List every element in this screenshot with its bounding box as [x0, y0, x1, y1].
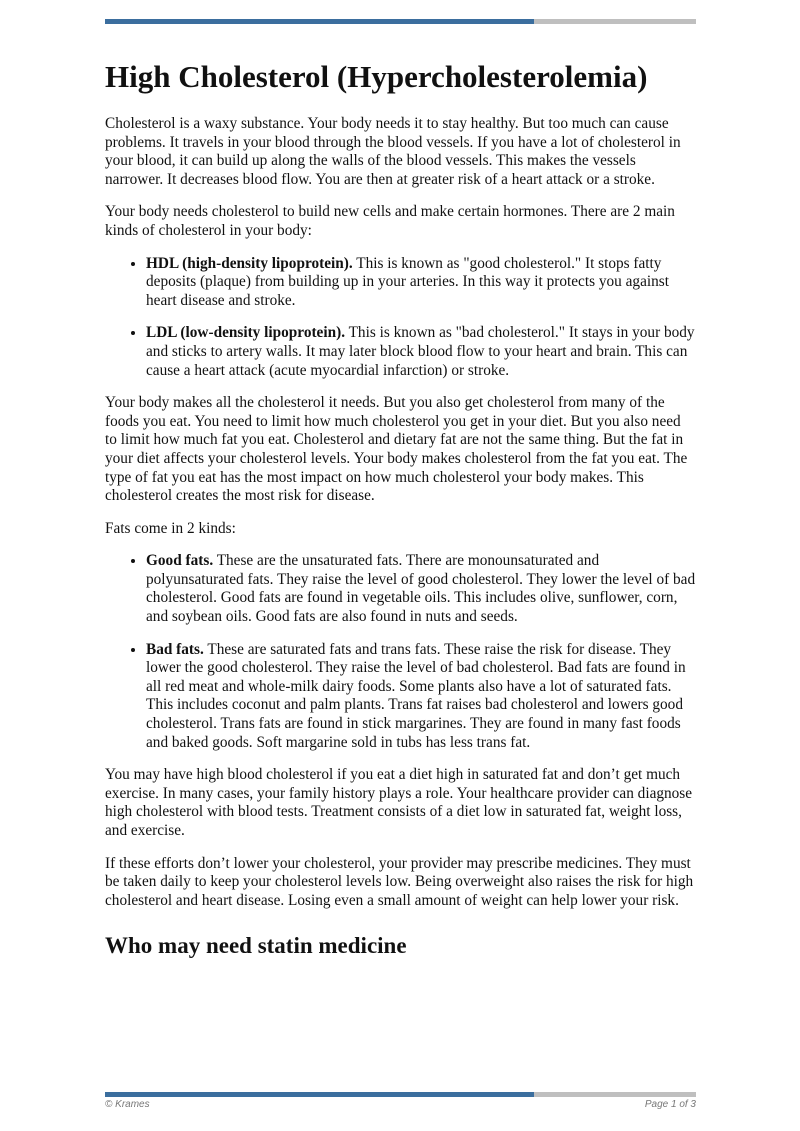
intro-paragraph-2: Your body needs cholesterol to build new cells and make certain hormones. There are 2 main kinds of cholesterol in your body: — [105, 203, 675, 239]
list-item-hdl — [146, 255, 696, 311]
footer-copyright: © Krames — [105, 1099, 150, 1110]
section-heading-statins: Who may need statin medicine — [105, 933, 407, 959]
top-accent-bar — [105, 19, 696, 24]
bottom-accent-bar-gray — [534, 1092, 696, 1097]
body-paragraph-medicines: If these efforts don’t lower your cholesterol, your provider may prescribe medicines. They must be taken daily to keep your cholesterol levels low. Being overweight also raises the risk for high cholesterol and heart disease. Losing even a small amount of weight can help lower your risk. — [105, 854, 694, 909]
list-item-term: LDL (low-density lipoprotein). — [146, 324, 346, 342]
intro-paragraph-1: Cholesterol is a waxy substance. Your body needs it to stay healthy. But too much can cause problems. It travels in your blood through the blood vessels. If you have a lot of cholesterol in your blood, it can build up along the walls of the blood vessels. This makes the vessels narrower. It decreases blood flow. You are then at greater risk of a heart attack or a stroke. — [105, 115, 681, 188]
list-item-text: This is known as "good cholesterol." It stops fatty deposits (plaque) from building up in your arteries. In this way it protects you against heart disease and stroke. — [146, 254, 669, 309]
body-paragraph-diagnosis: You may have high blood cholesterol if you eat a diet high in saturated fat and don’t get much exercise. In many cases, your family history plays a role. Your healthcare provider can diagnose high cholesterol with blood tests. Treatment consists of a diet low in saturated fat, weight loss, and exercise. — [105, 766, 693, 839]
list-item-ldl — [146, 324, 696, 380]
page-title: High Cholesterol (Hypercholesterolemia) — [105, 59, 648, 94]
top-accent-bar-blue — [105, 19, 534, 24]
document-body — [105, 58, 696, 960]
body-paragraph-fats-intro: Fats come in 2 kinds: — [105, 519, 236, 537]
bottom-accent-bar-blue — [105, 1092, 534, 1097]
top-accent-bar-gray — [534, 19, 696, 24]
list-item-term: Bad fats. — [146, 640, 204, 658]
body-paragraph-diet: Your body makes all the cholesterol it needs. But you also get cholesterol from many of the foods you eat. You need to limit how much cholesterol you get in your diet. But you also need to limit how much fat you eat. Cholesterol and dietary fat are not the same thing. But the fat in your diet affects your cholesterol levels. Your body makes cholesterol from the fat you eat. The type of fat you eat has the most impact on how much cholesterol your body makes. This cholesterol creates the most risk for disease. — [105, 394, 688, 505]
footer-page-number: Page 1 of 3 — [644, 1099, 696, 1110]
list-item-bad-fats — [146, 641, 696, 753]
list-item-term: Good fats. — [146, 552, 214, 570]
list-item-term: HDL (high-density lipoprotein). — [146, 254, 353, 272]
list-item-text: These are the unsaturated fats. There are monounsaturated and polyunsaturated fats. They raise the level of good cholesterol. They lower the level of bad cholesterol. Good fats are found in vegetable oils. This includes olive, sunflower, corn, and soybean oils. Good fats are also found in nuts and seeds. — [146, 552, 696, 626]
cholesterol-types-list — [105, 255, 696, 381]
list-item-text: This is known as "bad cholesterol." It stays in your body and sticks to artery walls. It may later block blood flow to your heart and brain. This can cause a heart attack (acute myocardial infarction) or stroke. — [146, 324, 695, 379]
list-item-text: These are saturated fats and trans fats. These raise the risk for disease. They lower the good cholesterol. They raise the level of bad cholesterol. Bad fats are found in all red meat and whole-milk dairy foods. Some plants also have a lot of saturated fats. This includes coconut and palm plants. Trans fat raises bad cholesterol and lowers good cholesterol. Trans fats are found in stick margarines. They are found in many fast foods and baked goods. Soft margarine sold in tubs has less trans fat. — [146, 640, 686, 751]
page-footer — [105, 1099, 696, 1110]
bottom-accent-bar — [105, 1092, 696, 1097]
list-item-good-fats — [146, 552, 696, 626]
fat-types-list — [105, 552, 696, 752]
